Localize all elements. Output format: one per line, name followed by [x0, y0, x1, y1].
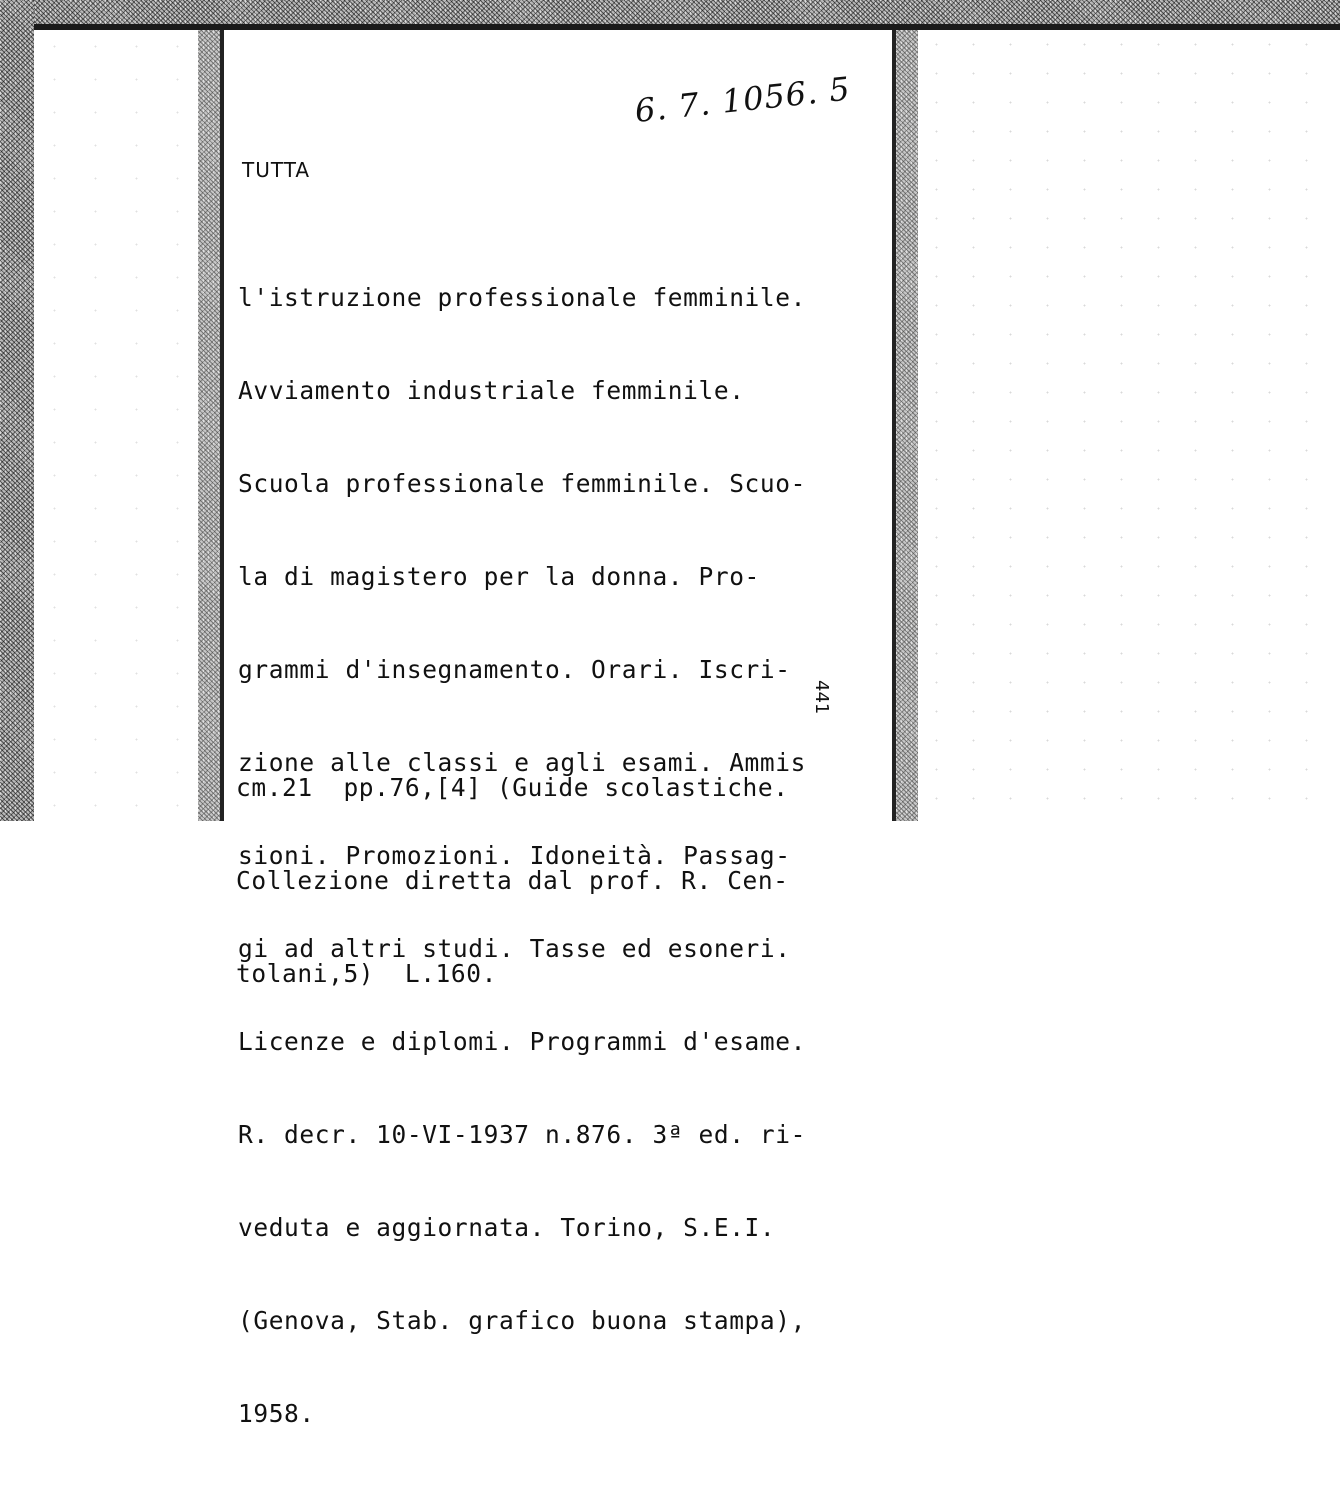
physical-line: Collezione diretta dal prof. R. Cen-: [236, 866, 789, 895]
card-edge-left: [198, 30, 220, 821]
description-line: Scuola professionale femminile. Scuo-: [238, 469, 806, 498]
description-line: zione alle classi e agli esami. Ammis: [238, 748, 806, 777]
card-physical-description: [236, 710, 789, 1051]
description-line: la di magistero per la donna. Pro-: [238, 562, 760, 591]
handwritten-shelfmark: 6. 7. 1056. 5: [633, 69, 853, 130]
description-line: (Genova, Stab. grafico buona stampa),: [238, 1306, 806, 1335]
scan-margin-left: [34, 30, 198, 821]
description-line: sioni. Promozioni. Idoneità. Passag-: [238, 841, 791, 870]
catalog-card: [220, 30, 896, 1428]
description-line: gi ad altri studi. Tasse ed esoneri.: [238, 934, 791, 963]
scan-margin-right: [918, 30, 1340, 821]
description-line: Licenze e diplomi. Programmi d'esame.: [238, 1027, 806, 1056]
description-line: grammi d'insegnamento. Orari. Iscri-: [238, 655, 791, 684]
card-edge-right: [896, 30, 918, 821]
physical-line: cm.21 pp.76,[4] (Guide scolastiche.: [236, 773, 789, 802]
physical-line: tolani,5) L.160.: [236, 959, 497, 988]
card-heading: TUTTA: [242, 158, 311, 182]
description-line: l'istruzione professionale femminile.: [238, 283, 806, 312]
handwritten-side-number: 441: [811, 680, 832, 715]
description-line: veduta e aggiornata. Torino, S.E.I.: [238, 1213, 776, 1242]
description-line: Avviamento industriale femminile.: [238, 376, 745, 405]
description-line: 1958.: [238, 1399, 315, 1428]
description-line: R. decr. 10-VI-1937 n.876. 3ª ed. ri-: [238, 1120, 806, 1149]
scan-border-left: [0, 0, 34, 821]
